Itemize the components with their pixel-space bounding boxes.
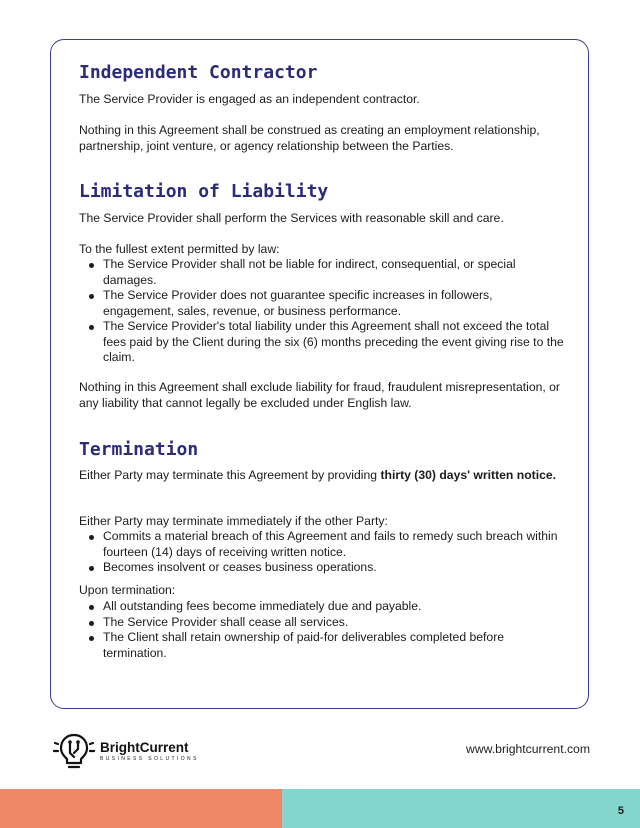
list-item: The Service Provider shall cease all services.	[79, 615, 564, 631]
brand-name: BrightCurrent	[100, 740, 189, 755]
paragraph: Upon termination:	[79, 583, 176, 597]
footer-bar-left	[0, 789, 282, 828]
section-heading-termination: Termination	[79, 439, 199, 460]
page-number: 5	[617, 805, 624, 817]
paragraph: The Service Provider shall perform the Services with reasonable skill and care.	[79, 211, 504, 225]
bullet-list	[79, 529, 564, 576]
website-link[interactable]: www.brightcurrent.com	[466, 742, 590, 756]
list-item: Commits a material breach of this Agreement and fails to remedy such breach within fourteen (14) days of receiving written notice.	[79, 529, 564, 560]
list-item: The Service Provider's total liability under this Agreement shall not exceed the total fees paid by the Client during the six (6) months preceding the event giving rise to the claim.	[79, 319, 564, 366]
brand-logo	[52, 731, 202, 771]
notice-period-text: thirty (30) days' written notice.	[380, 468, 557, 482]
paragraph: Either Party may terminate immediately if the other Party:	[79, 514, 388, 528]
paragraph: The Service Provider is engaged as an independent contractor.	[79, 92, 420, 106]
paragraph: To the fullest extent permitted by law:	[79, 242, 280, 256]
list-item: The Service Provider does not guarantee specific increases in followers, engagement, sales, revenue, or business performance.	[79, 288, 564, 319]
paragraph	[79, 468, 564, 484]
brand-tagline: BUSINESS SOLUTIONS	[100, 756, 199, 762]
bullet-list	[79, 599, 564, 661]
paragraph: Nothing in this Agreement shall be construed as creating an employment relationship, partnership, joint venture, or agency relationship between the Parties.	[79, 123, 540, 153]
lightbulb-circuit-icon	[52, 731, 96, 771]
list-item: Becomes insolvent or ceases business operations.	[79, 560, 564, 576]
list-item: The Client shall retain ownership of paid-for deliverables completed before termination.	[79, 630, 564, 661]
bullet-list	[79, 257, 564, 366]
paragraph-text: Either Party may terminate this Agreement by providing	[79, 468, 381, 482]
list-item: The Service Provider shall not be liable for indirect, consequential, or special damages.	[79, 257, 564, 288]
list-item: All outstanding fees become immediately due and payable.	[79, 599, 564, 615]
paragraph: Nothing in this Agreement shall exclude liability for fraud, fraudulent misrepresentation, or any liability that cannot legally be excluded under English law.	[79, 380, 560, 410]
footer-bar-right	[282, 789, 640, 828]
section-heading-limitation-of-liability: Limitation of Liability	[79, 181, 329, 202]
section-heading-independent-contractor: Independent Contractor	[79, 62, 318, 83]
